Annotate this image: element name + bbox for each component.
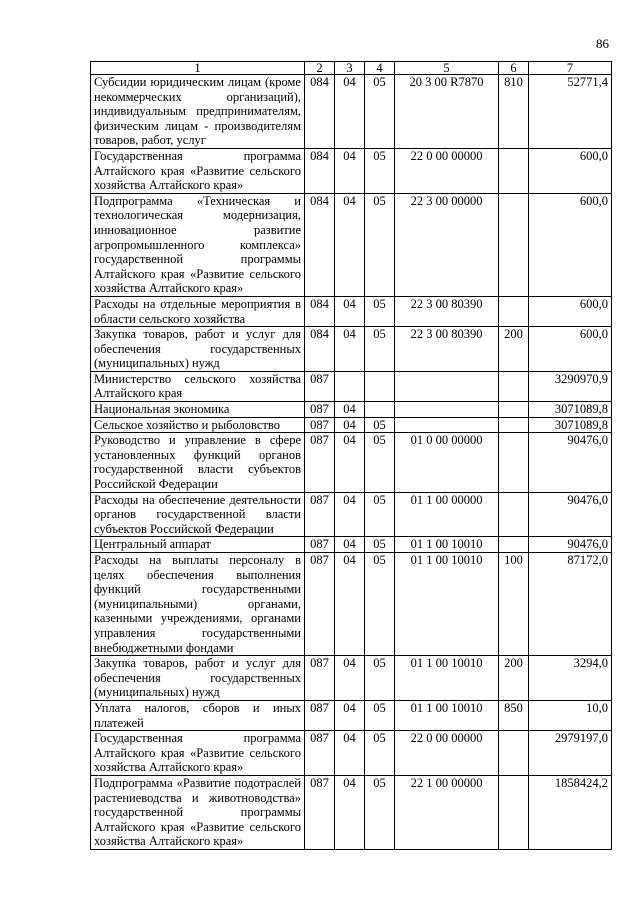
row-target-code: 01 1 00 10010 (395, 700, 499, 730)
row-name: Уплата налогов, сборов и иных платежей (91, 700, 305, 730)
row-expense-type-code (499, 402, 529, 418)
row-name: Подпрограмма «Развитие подотраслей растениеводства и животноводства» государственной программы Алтайского края «Развитие сельского хозяйства Алтайского края» (91, 775, 305, 849)
row-ministry-code: 087 (305, 537, 335, 553)
row-expense-type-code (499, 193, 529, 296)
row-ministry-code: 084 (305, 148, 335, 193)
row-section-code: 04 (335, 775, 365, 849)
row-name: Закупка товаров, работ и услуг для обеспечения государственных (муниципальных) нужд (91, 327, 305, 372)
row-section-code: 04 (335, 75, 365, 149)
row-target-code: 01 1 00 10010 (395, 553, 499, 656)
row-subsection-code: 05 (365, 296, 395, 326)
budget-table (90, 61, 612, 850)
row-section-code: 04 (335, 296, 365, 326)
row-ministry-code: 087 (305, 553, 335, 656)
row-section-code: 04 (335, 148, 365, 193)
table-row (91, 553, 612, 656)
page-number: 86 (596, 36, 609, 51)
table-row (91, 148, 612, 193)
row-amount: 600,0 (529, 296, 612, 326)
row-ministry-code: 087 (305, 371, 335, 401)
row-amount: 90476,0 (529, 537, 612, 553)
row-ministry-code: 087 (305, 775, 335, 849)
row-name: Субсидии юридическим лицам (кроме некоммерческих организаций), индивидуальным предпринимателям, физическим лицам - производителям товаров, работ, услуг (91, 75, 305, 149)
row-section-code: 04 (335, 327, 365, 372)
table-row (91, 327, 612, 372)
row-amount: 10,0 (529, 700, 612, 730)
row-ministry-code: 087 (305, 656, 335, 701)
col-header-ministry: 2 (305, 62, 335, 75)
row-expense-type-code: 200 (499, 327, 529, 372)
row-expense-type-code (499, 775, 529, 849)
row-subsection-code: 05 (365, 75, 395, 149)
row-target-code: 01 1 00 10010 (395, 656, 499, 701)
row-target-code: 20 3 00 R7870 (395, 75, 499, 149)
row-expense-type-code (499, 296, 529, 326)
col-header-subsection: 4 (365, 62, 395, 75)
row-expense-type-code (499, 433, 529, 492)
row-section-code: 04 (335, 731, 365, 776)
row-section-code: 04 (335, 193, 365, 296)
row-name: Государственная программа Алтайского края «Развитие сельского хозяйства Алтайского края» (91, 731, 305, 776)
row-section-code: 04 (335, 537, 365, 553)
row-name: Сельское хозяйство и рыболовство (91, 417, 305, 433)
row-name: Руководство и управление в сфере установленных функций органов государственной власти субъектов Российской Федерации (91, 433, 305, 492)
col-header-target: 5 (395, 62, 499, 75)
row-expense-type-code: 100 (499, 553, 529, 656)
row-subsection-code: 05 (365, 700, 395, 730)
col-header-expense-type: 6 (499, 62, 529, 75)
row-ministry-code: 084 (305, 327, 335, 372)
row-amount: 600,0 (529, 193, 612, 296)
row-subsection-code: 05 (365, 327, 395, 372)
row-section-code: 04 (335, 700, 365, 730)
row-amount: 87172,0 (529, 553, 612, 656)
row-ministry-code: 087 (305, 433, 335, 492)
row-section-code: 04 (335, 417, 365, 433)
row-ministry-code: 087 (305, 731, 335, 776)
row-amount: 1858424,2 (529, 775, 612, 849)
row-target-code: 22 1 00 00000 (395, 775, 499, 849)
row-subsection-code: 05 (365, 553, 395, 656)
row-amount: 3294,0 (529, 656, 612, 701)
row-section-code: 04 (335, 492, 365, 537)
row-amount: 3071089,8 (529, 417, 612, 433)
table-row (91, 371, 612, 401)
row-target-code: 01 0 00 00000 (395, 433, 499, 492)
row-target-code (395, 371, 499, 401)
table-row (91, 656, 612, 701)
row-expense-type-code (499, 371, 529, 401)
row-amount: 52771,4 (529, 75, 612, 149)
row-target-code: 01 1 00 00000 (395, 492, 499, 537)
row-name: Расходы на отдельные мероприятия в области сельского хозяйства (91, 296, 305, 326)
row-ministry-code: 084 (305, 296, 335, 326)
row-ministry-code: 084 (305, 193, 335, 296)
row-subsection-code: 05 (365, 656, 395, 701)
col-header-name: 1 (91, 62, 305, 75)
row-amount: 3290970,9 (529, 371, 612, 401)
row-subsection-code: 05 (365, 148, 395, 193)
row-ministry-code: 087 (305, 700, 335, 730)
row-ministry-code: 084 (305, 75, 335, 149)
row-expense-type-code (499, 148, 529, 193)
row-expense-type-code (499, 731, 529, 776)
row-amount: 600,0 (529, 148, 612, 193)
row-expense-type-code: 200 (499, 656, 529, 701)
table-header-row (91, 62, 612, 75)
row-target-code: 01 1 00 10010 (395, 537, 499, 553)
row-name: Подпрограмма «Техническая и технологическая модернизация, инновационное развитие агропромышленного комплекса» государственной программы Алтайского края «Развитие сельского хозяйства Алтайского края» (91, 193, 305, 296)
table-row (91, 75, 612, 149)
row-name: Центральный аппарат (91, 537, 305, 553)
row-subsection-code (365, 371, 395, 401)
table-row (91, 402, 612, 418)
row-subsection-code: 05 (365, 731, 395, 776)
row-subsection-code: 05 (365, 433, 395, 492)
row-amount: 3071089,8 (529, 402, 612, 418)
table-row (91, 193, 612, 296)
row-section-code: 04 (335, 656, 365, 701)
row-section-code: 04 (335, 553, 365, 656)
table-row (91, 492, 612, 537)
row-expense-type-code (499, 417, 529, 433)
table-row (91, 775, 612, 849)
row-target-code (395, 402, 499, 418)
row-name: Национальная экономика (91, 402, 305, 418)
row-subsection-code: 05 (365, 775, 395, 849)
row-expense-type-code (499, 537, 529, 553)
row-section-code (335, 371, 365, 401)
row-section-code: 04 (335, 433, 365, 492)
row-target-code: 22 3 00 00000 (395, 193, 499, 296)
row-subsection-code: 05 (365, 193, 395, 296)
table-row (91, 537, 612, 553)
row-target-code: 22 3 00 80390 (395, 327, 499, 372)
row-target-code: 22 3 00 80390 (395, 296, 499, 326)
row-amount: 90476,0 (529, 433, 612, 492)
table-row (91, 731, 612, 776)
row-subsection-code: 05 (365, 492, 395, 537)
row-name: Министерство сельского хозяйства Алтайского края (91, 371, 305, 401)
row-ministry-code: 087 (305, 402, 335, 418)
row-target-code: 22 0 00 00000 (395, 731, 499, 776)
row-amount: 90476,0 (529, 492, 612, 537)
row-expense-type-code: 850 (499, 700, 529, 730)
col-header-section: 3 (335, 62, 365, 75)
row-name: Расходы на обеспечение деятельности органов государственной власти субъектов Российской Федерации (91, 492, 305, 537)
table-row (91, 433, 612, 492)
row-ministry-code: 087 (305, 492, 335, 537)
row-amount: 600,0 (529, 327, 612, 372)
row-target-code (395, 417, 499, 433)
row-ministry-code: 087 (305, 417, 335, 433)
row-section-code: 04 (335, 402, 365, 418)
row-name: Государственная программа Алтайского края «Развитие сельского хозяйства Алтайского края» (91, 148, 305, 193)
row-name: Закупка товаров, работ и услуг для обеспечения государственных (муниципальных) нужд (91, 656, 305, 701)
col-header-amount: 7 (529, 62, 612, 75)
row-target-code: 22 0 00 00000 (395, 148, 499, 193)
table-row (91, 700, 612, 730)
row-expense-type-code: 810 (499, 75, 529, 149)
table-row (91, 417, 612, 433)
row-amount: 2979197,0 (529, 731, 612, 776)
row-subsection-code (365, 402, 395, 418)
table-row (91, 296, 612, 326)
row-subsection-code: 05 (365, 537, 395, 553)
row-expense-type-code (499, 492, 529, 537)
row-subsection-code: 05 (365, 417, 395, 433)
row-name: Расходы на выплаты персоналу в целях обеспечения выполнения функций государственными (муниципальными) органами, казенными учреждениями, органами управления государственными внебюджетными фондами (91, 553, 305, 656)
